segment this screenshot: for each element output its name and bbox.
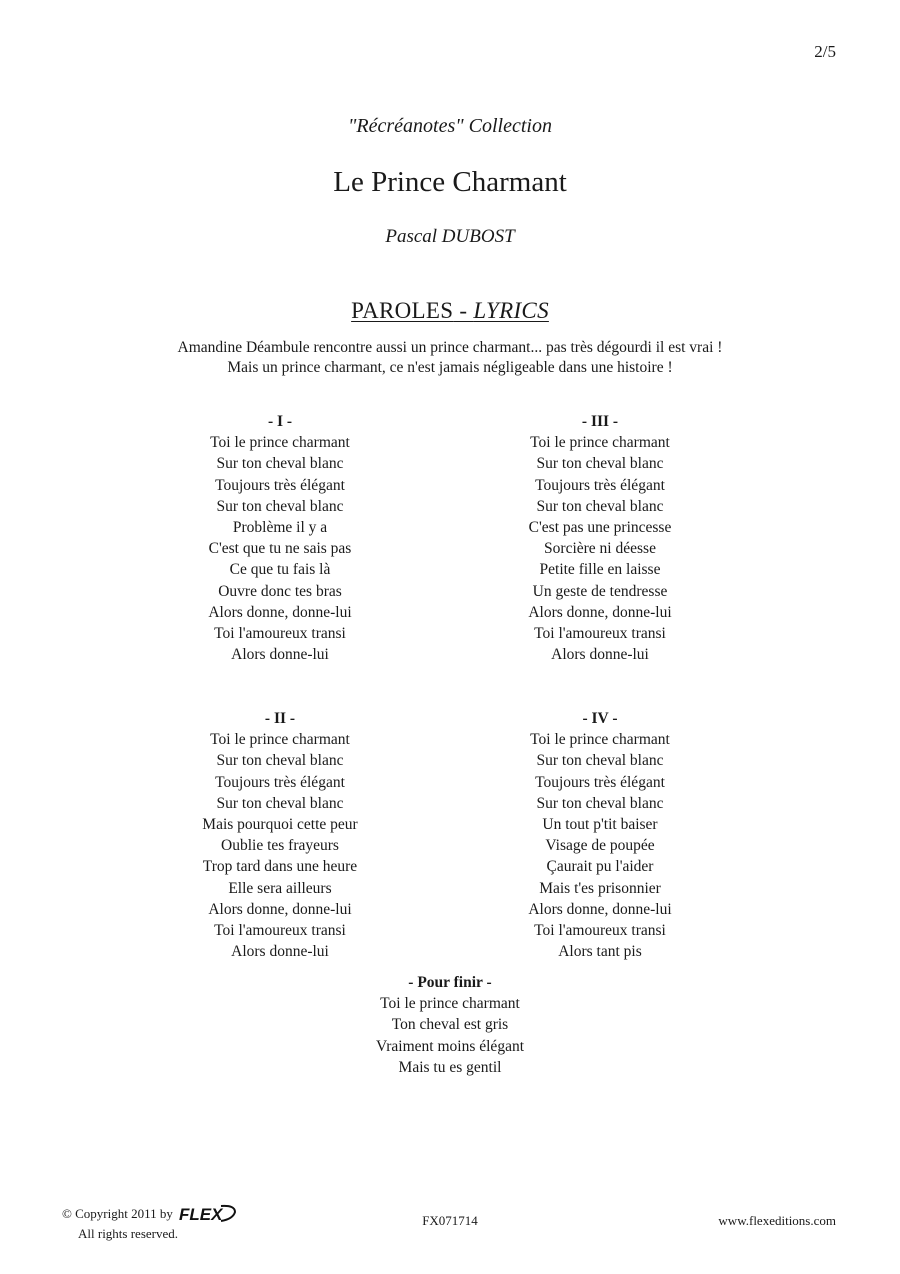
verse-line: Sur ton cheval blanc xyxy=(536,455,664,473)
verse-1 xyxy=(150,411,410,665)
verse-title: - I - xyxy=(267,413,293,430)
verse-line: Sur ton cheval blanc xyxy=(536,752,664,770)
verse-line: Toi le prince charmant xyxy=(530,434,670,452)
verse-line: Toi le prince charmant xyxy=(210,434,350,452)
verse-title: - III - xyxy=(581,413,619,430)
verse-line: Sur ton cheval blanc xyxy=(216,497,344,515)
verse-line: Sur ton cheval blanc xyxy=(216,455,344,473)
verse-line: Alors donne, donne-lui xyxy=(208,900,352,918)
verse-line: Ouvre donc tes bras xyxy=(218,582,342,600)
page-title: Le Prince Charmant xyxy=(333,166,567,198)
verse-line: Çaurait pu l'aider xyxy=(546,858,654,876)
verse-line: Toi le prince charmant xyxy=(530,731,670,749)
verse-line: Toi l'amoureux transi xyxy=(214,922,346,940)
verse-line: Alors tant pis xyxy=(558,943,642,961)
verse-line: Ce que tu fais là xyxy=(229,561,331,579)
verse-2 xyxy=(150,708,410,962)
verse-line: Un tout p'tit baiser xyxy=(542,816,658,834)
website-link[interactable]: www.flexeditions.com xyxy=(718,1213,836,1228)
verse-line: Sorcière ni déesse xyxy=(544,540,656,558)
catalog-number: FX071714 xyxy=(422,1213,478,1228)
verse-line: Toujours très élégant xyxy=(215,476,345,494)
rights-text: All rights reserved. xyxy=(78,1226,179,1241)
intro-line-2: Mais un prince charmant, ce n'est jamais négligeable dans une histoire ! xyxy=(227,359,673,376)
verse-line: Alors donne-lui xyxy=(231,646,329,664)
verse-line: Toi l'amoureux transi xyxy=(534,625,666,643)
verse-line: Un geste de tendresse xyxy=(532,582,668,600)
verse-line: Toi l'amoureux transi xyxy=(214,625,346,643)
verse-line: Alors donne, donne-lui xyxy=(208,603,352,621)
verse-title: - Pour finir - xyxy=(408,974,492,991)
author-name: Pascal DUBOST xyxy=(385,226,515,247)
verse-line: Mais pourquoi cette peur xyxy=(202,816,358,834)
verse-line: Toi le prince charmant xyxy=(210,731,350,749)
lyrics-heading-separator: - xyxy=(453,298,474,323)
verse-title: - II - xyxy=(264,710,296,727)
lyrics-heading-en: LYRICS xyxy=(473,298,549,323)
verse-line: C'est que tu ne sais pas xyxy=(208,540,352,558)
verse-line: C'est pas une princesse xyxy=(528,519,672,537)
verse-line: Trop tard dans une heure xyxy=(202,858,358,876)
verse-line: Alors donne-lui xyxy=(231,943,329,961)
flex-logo-text: FLEX xyxy=(178,1205,223,1224)
page-number: 2/5 xyxy=(814,42,836,61)
verse-4 xyxy=(470,708,730,962)
verse-line: Sur ton cheval blanc xyxy=(536,497,664,515)
verse-line: Toi le prince charmant xyxy=(380,995,520,1013)
copyright-text: © Copyright 2011 by xyxy=(62,1206,173,1221)
verse-line: Toujours très élégant xyxy=(535,773,665,791)
verse-line: Sur ton cheval blanc xyxy=(216,752,344,770)
verse-3 xyxy=(470,411,730,665)
verse-line: Petite fille en laisse xyxy=(539,561,661,579)
collection-name: "Récréanotes" Collection xyxy=(348,115,552,137)
verse-line: Ton cheval est gris xyxy=(391,1016,509,1034)
verse-final xyxy=(320,972,580,1078)
verse-line: Toujours très élégant xyxy=(215,773,345,791)
verse-line: Sur ton cheval blanc xyxy=(536,794,664,812)
verse-line: Toi l'amoureux transi xyxy=(534,922,666,940)
lyrics-heading-fr: PAROLES xyxy=(351,298,454,323)
verse-line: Vraiment moins élégant xyxy=(376,1037,524,1055)
verse-line: Toujours très élégant xyxy=(535,476,665,494)
lyrics-heading xyxy=(0,298,900,324)
verse-line: Alors donne, donne-lui xyxy=(528,900,672,918)
verse-line: Elle sera ailleurs xyxy=(228,879,332,897)
verse-line: Oublie tes frayeurs xyxy=(221,837,339,855)
verse-line: Alors donne-lui xyxy=(551,646,649,664)
verse-title: - IV - xyxy=(582,710,618,727)
verse-line: Visage de poupée xyxy=(545,837,655,855)
verse-line: Mais t'es prisonnier xyxy=(539,879,661,897)
intro-line-1: Amandine Déambule rencontre aussi un prince charmant... pas très dégourdi il est vrai ! xyxy=(177,339,723,356)
verse-line: Mais tu es gentil xyxy=(398,1058,502,1076)
verse-line: Problème il y a xyxy=(232,519,328,537)
verse-line: Alors donne, donne-lui xyxy=(528,603,672,621)
verse-line: Sur ton cheval blanc xyxy=(216,794,344,812)
